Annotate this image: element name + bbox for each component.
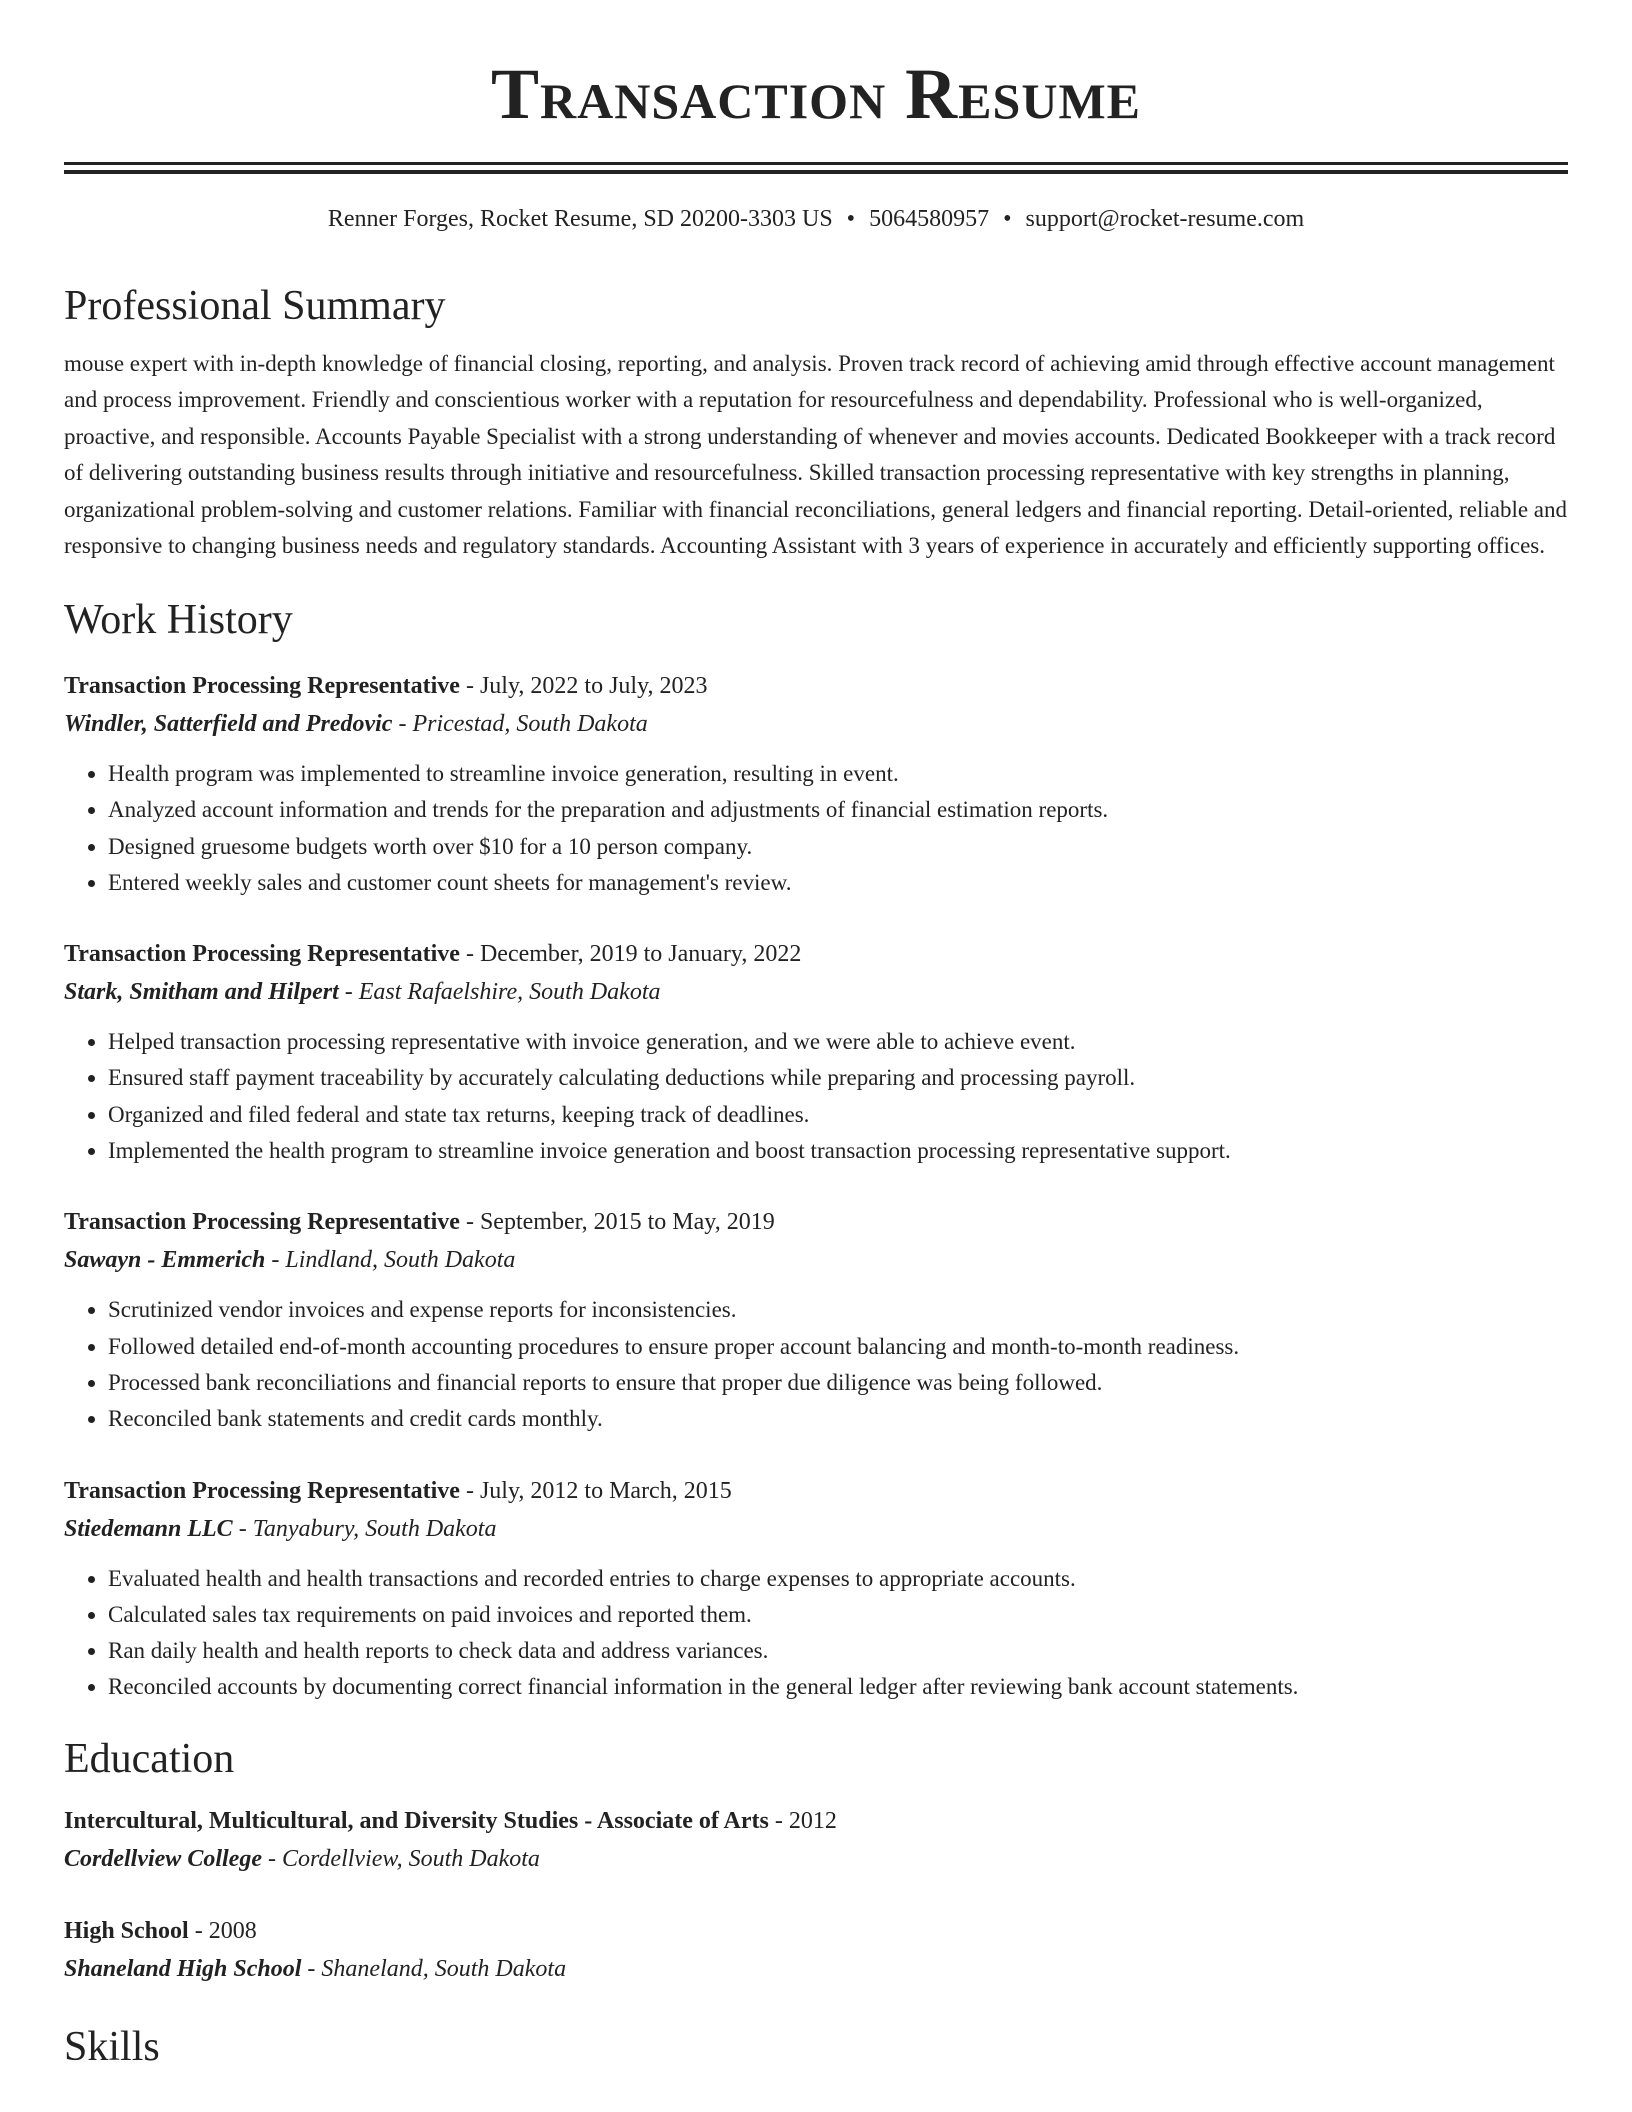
- contact-separator: •: [1003, 206, 1012, 232]
- job-location: East Rafaelshire, South Dakota: [358, 979, 661, 1006]
- job-title-line: Transaction Processing Representative - July, 2022 to July, 2023: [64, 672, 708, 699]
- job-bullet: • Evaluated health and health transactions and recorded entries to charge expenses to appropriate accounts.: [108, 1561, 1568, 1597]
- job-dates: July, 2012 to March, 2015: [479, 1477, 732, 1504]
- job-title-line: Transaction Processing Representative - July, 2012 to March, 2015: [64, 1477, 732, 1504]
- job-title-line: Transaction Processing Representative - December, 2019 to January, 2022: [64, 941, 802, 968]
- job-company-line: Stark, Smitham and Hilpert - East Rafaelshire, South Dakota: [64, 979, 661, 1006]
- job-title: Transaction Processing Representative: [64, 1209, 460, 1236]
- job-location: Lindland, South Dakota: [285, 1247, 516, 1274]
- work-history-heading: Work History: [64, 596, 293, 643]
- education-degree: Intercultural, Multicultural, and Diversity Studies - Associate of Arts: [64, 1808, 769, 1835]
- job-bullet: • Reconciled accounts by documenting correct financial information in the general ledger after reviewing bank account statements.: [108, 1669, 1568, 1705]
- job-title: Transaction Processing Representative: [64, 941, 460, 968]
- job-bullet: • Reconciled bank statements and credit cards monthly.: [108, 1401, 1568, 1437]
- job-bullet: • Implemented the health program to streamline invoice generation and boost transaction processing representative support.: [108, 1133, 1568, 1169]
- job-title-line: Transaction Processing Representative - September, 2015 to May, 2019: [64, 1209, 775, 1236]
- job-bullet: • Organized and filed federal and state tax returns, keeping track of deadlines.: [108, 1097, 1568, 1133]
- job-location: Pricestad, South Dakota: [412, 710, 648, 737]
- contact-address: Renner Forges, Rocket Resume, SD 20200-3303 US: [327, 206, 833, 232]
- job-bullet: • Entered weekly sales and customer count sheets for management's review.: [108, 865, 1568, 901]
- job-bullet: • Scrutinized vendor invoices and expense reports for inconsistencies.: [108, 1292, 1568, 1328]
- job-bullet: • Calculated sales tax requirements on paid invoices and reported them.: [108, 1597, 1568, 1633]
- summary-heading: Professional Summary: [64, 283, 446, 330]
- job-bullets: [64, 1561, 1568, 1706]
- education-school-line: Shaneland High School - Shaneland, South Dakota: [64, 1956, 567, 1983]
- contact-email[interactable]: support@rocket-resume.com: [1025, 206, 1305, 232]
- education-heading: Education: [64, 1735, 235, 1782]
- education-location: Shaneland, South Dakota: [321, 1956, 567, 1983]
- contact-line: [64, 204, 1568, 235]
- job-dates: September, 2015 to May, 2019: [479, 1209, 775, 1236]
- job-bullet: • Processed bank reconciliations and financial reports to ensure that proper due diligence was being followed.: [108, 1365, 1568, 1401]
- job-company-line: Windler, Satterfield and Predovic - Pricestad, South Dakota: [64, 710, 648, 737]
- education-year: 2012: [788, 1808, 837, 1835]
- skills-heading: Skills: [64, 2024, 160, 2071]
- job-company: Sawayn - Emmerich: [64, 1247, 266, 1274]
- job-entry: [64, 1203, 1568, 1437]
- education-entry: [64, 1912, 1568, 1988]
- job-bullet: • Ensured staff payment traceability by accurately calculating deductions while preparing and processing payroll.: [108, 1060, 1568, 1096]
- job-company: Stark, Smitham and Hilpert: [64, 979, 339, 1006]
- job-bullets: [64, 1024, 1568, 1169]
- job-bullet: • Analyzed account information and trends for the preparation and adjustments of financial estimation reports.: [108, 792, 1568, 828]
- education-degree-line: Intercultural, Multicultural, and Diversity Studies - Associate of Arts - 2012: [64, 1808, 837, 1835]
- job-location: Tanyabury, South Dakota: [252, 1515, 497, 1542]
- job-bullet: • Helped transaction processing representative with invoice generation, and we were able to achieve event.: [108, 1024, 1568, 1060]
- job-entry: [64, 1472, 1568, 1706]
- education-entry: [64, 1802, 1568, 1878]
- summary-text: mouse expert with in-depth knowledge of financial closing, reporting, and analysis. Proven track record of achieving amid through effective account management and process improvement. Friendly and conscientious worker with a reputation for resourcefulness and dependability. Professional who is well-organized, proactive, and responsible. Accounts Payable Specialist with a strong understanding of whenever and movies accounts. Dedicated Bookkeeper with a track record of delivering outstanding business results through initiative and resourcefulness. Skilled transaction processing representative with key strengths in planning, organizational problem-solving and customer relations. Familiar with financial reconciliations, general ledgers and financial reporting. Detail-oriented, reliable and responsive to changing business needs and regulatory standards. Accounting Assistant with 3 years of experience in accurately and efficiently supporting offices.: [64, 350, 1567, 559]
- resume-title: Transaction Resume: [491, 54, 1141, 134]
- job-company-line: Stiedemann LLC - Tanyabury, South Dakota: [64, 1515, 497, 1542]
- education-school: Shaneland High School: [64, 1956, 302, 1983]
- contact-separator: •: [846, 206, 856, 232]
- job-entry: [64, 667, 1568, 901]
- job-entry: [64, 935, 1568, 1169]
- education-degree-line: High School - 2008: [64, 1918, 257, 1945]
- job-bullet: • Followed detailed end-of-month accounting procedures to ensure proper account balancing and month-to-month readiness.: [108, 1329, 1568, 1365]
- title-divider: [64, 162, 1568, 174]
- job-bullet: • Ran daily health and health reports to check data and address variances.: [108, 1633, 1568, 1669]
- education-location: Cordellview, South Dakota: [281, 1846, 540, 1873]
- job-bullets: [64, 1292, 1568, 1437]
- education-school-line: Cordellview College - Cordellview, South Dakota: [64, 1846, 540, 1873]
- job-bullet: • Health program was implemented to streamline invoice generation, resulting in event.: [108, 756, 1568, 792]
- education-year: 2008: [208, 1918, 257, 1945]
- job-company: Windler, Satterfield and Predovic: [64, 710, 393, 737]
- job-title: Transaction Processing Representative: [64, 672, 460, 699]
- job-title: Transaction Processing Representative: [64, 1477, 460, 1504]
- job-dates: December, 2019 to January, 2022: [479, 941, 802, 968]
- job-company: Stiedemann LLC: [64, 1515, 233, 1542]
- contact-phone: 5064580957: [869, 206, 990, 232]
- job-dates: July, 2022 to July, 2023: [479, 672, 708, 699]
- education-school: Cordellview College: [64, 1846, 262, 1873]
- job-bullets: [64, 756, 1568, 901]
- job-company-line: Sawayn - Emmerich - Lindland, South Dakota: [64, 1247, 516, 1274]
- education-degree: High School: [64, 1918, 189, 1945]
- job-bullet: • Designed gruesome budgets worth over $10 for a 10 person company.: [108, 829, 1568, 865]
